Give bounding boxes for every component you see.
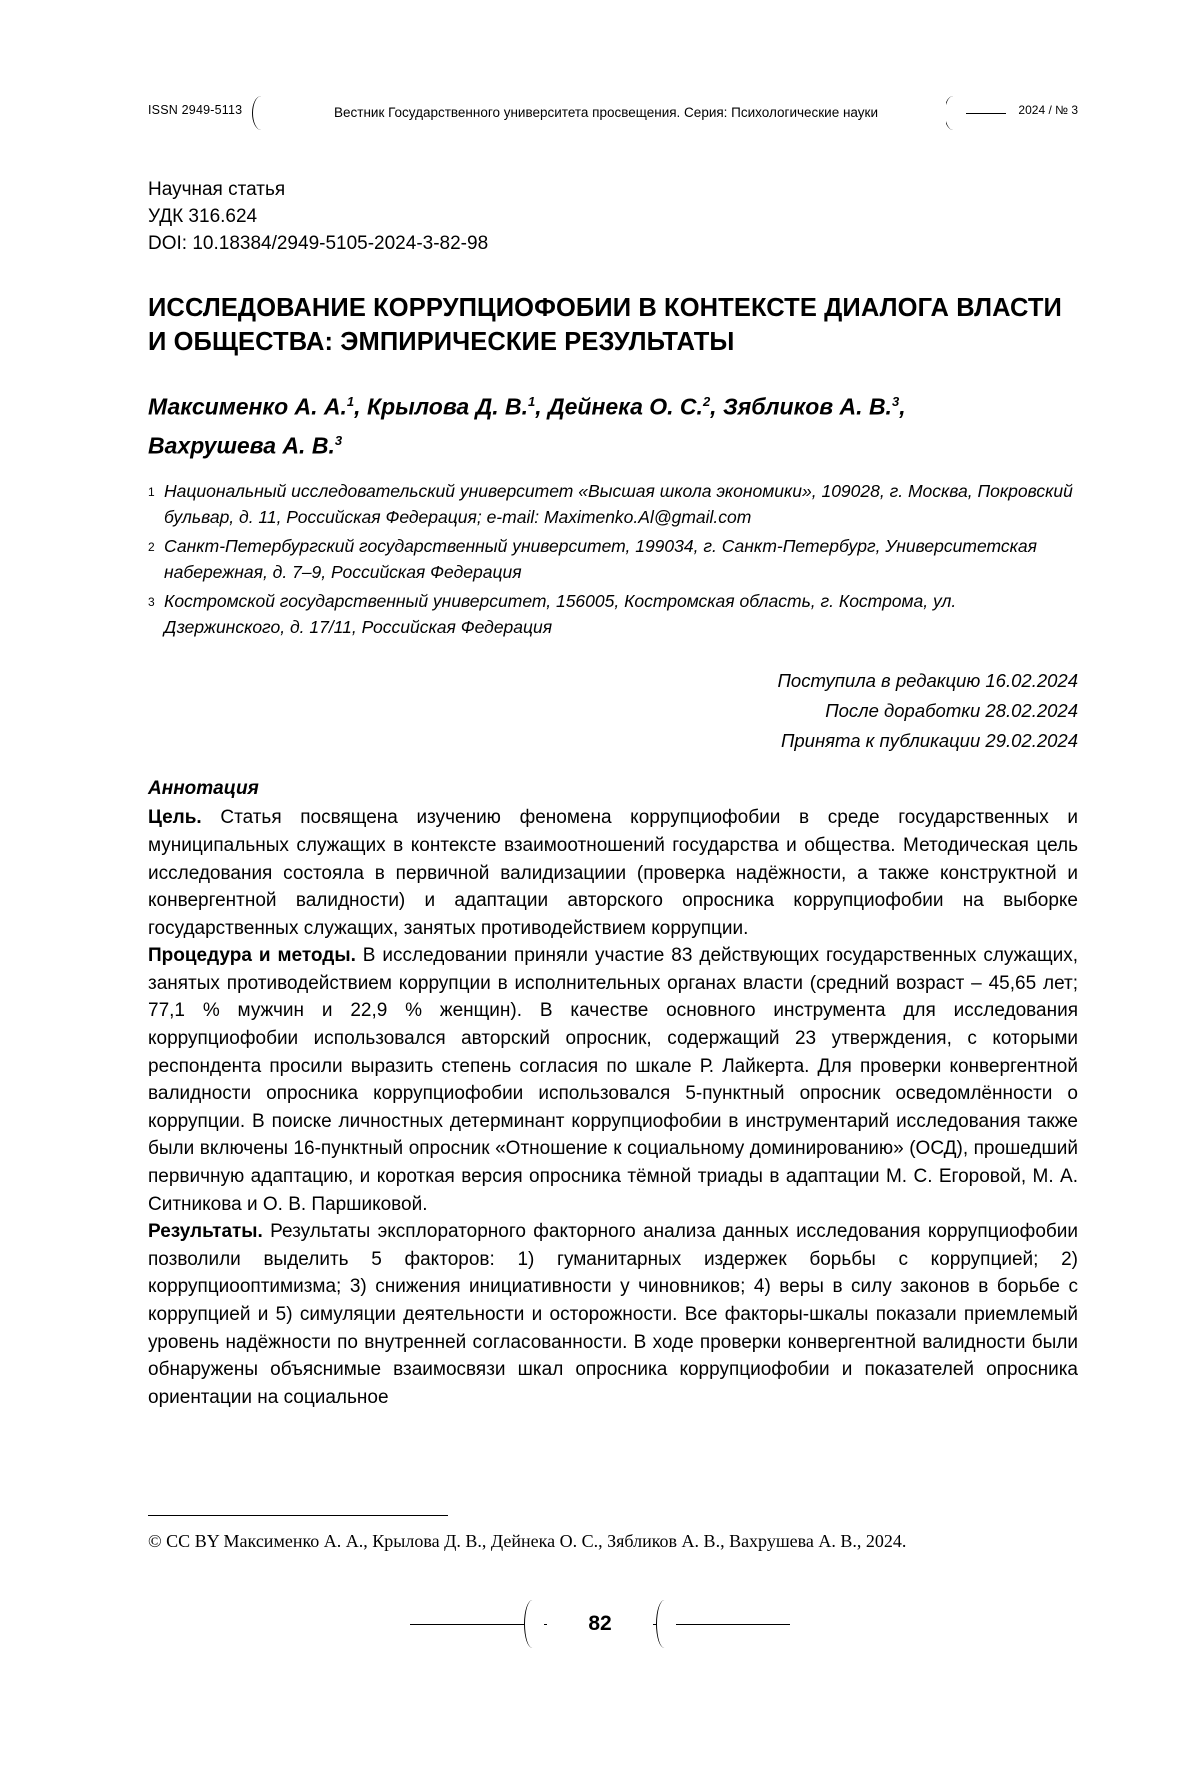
journal-title: [266, 96, 946, 130]
copyright-notice: © CC BY Максименко А. А., Крылова Д. В., Дейнека О. С., Зябликов А. В., Вахрушева А. В., 2024.: [148, 1531, 907, 1551]
page-content: [148, 0, 1078, 1411]
running-head-curve-right: [944, 96, 966, 130]
abstract-label-methods: Процедура и методы.: [148, 945, 356, 967]
page-number-curve-left: [524, 1600, 544, 1648]
affiliation-text: Санкт-Петербургский государственный университет, 199034, г. Санкт-Петербург, Университетская набережная, д. 7–9, Российская Федерация: [164, 536, 1037, 583]
affiliation-item: [148, 588, 1078, 640]
abstract-paragraph-results: [148, 1218, 1078, 1411]
abstract-text-methods: В исследовании приняли участие 83 действующих государственных служащих, занятых противодействием коррупции в исполнительных органах власти (средний возраст – 45,65 лет; 77,1 % мужчин и 22,9 % женщин). В качестве основного инструмента для исследования коррупциофобии использовался авторский опросник, содержащий 23 утверждения, с которыми респондента просили выразить степень согласия по шкале Р. Лайкерта. Для проверки конвергентной валидности опросника коррупциофобии использовался 5-пунктный опросник осведомлённости о коррупции. В поиске личностных детерминант коррупциофобии в инструментарий исследования также были включены 16-пунктный опросник «Отношение к социальному доминированию» (ОСД), прошедший первичную адаптацию, и короткая версия опросника тёмной триады в адаптации М. С. Егоровой, М. А. Ситникова и О. В. Паршиковой.: [148, 945, 1078, 1215]
author-name: Крылова Д. В.: [366, 393, 528, 420]
abstract-paragraph-methods: [148, 942, 1078, 1218]
issn-label: ISSN 2949-5113: [148, 103, 252, 117]
affiliation-text: Национальный исследовательский университет «Высшая школа экономики», 109028, г. Москва, Покровский бульвар, д. 11, Российская Федерация; e-mail: Maximenko.Al@gmail.com: [164, 481, 1073, 528]
author-name: Зябликов А. В.: [722, 393, 892, 420]
affiliation-number: 3: [148, 595, 155, 610]
article-meta: [148, 176, 1078, 257]
author-list: [148, 385, 1078, 462]
author-affil-marker: 3: [334, 432, 343, 448]
author-affil-marker: 2: [702, 394, 711, 409]
author-line-1: Максименко А. А.$^1$, Крылова Д. В.$^1$, Дейнека О. С.$^2$, Зябликов А. В.$^3$,: [148, 393, 906, 420]
affiliation-number: 2: [148, 540, 155, 555]
journal-title-text: Вестник Государственного университета просвещения. Серия: Психологические науки: [320, 96, 892, 130]
affiliation-item: [148, 478, 1078, 530]
date-received: Поступила в редакцию 16.02.2024: [777, 670, 1078, 692]
affiliation-list: [148, 478, 1078, 640]
submission-dates: [148, 666, 1078, 756]
issue-label: 2024 / № 3: [1006, 103, 1078, 117]
footnote-rule: [148, 1515, 448, 1516]
page-number-block: [0, 1600, 1200, 1650]
author-affil-marker: 3: [891, 394, 900, 409]
date-accepted: Принята к публикации 29.02.2024: [780, 730, 1078, 752]
author-name: Максименко А. А.: [148, 393, 347, 420]
author-line-2: [148, 424, 1078, 463]
author-affil-marker: 1: [527, 394, 536, 409]
abstract-text-purpose: Статья посвящена изучению феномена коррупциофобии в среде государственных и муниципальных служащих в контексте взаимоотношений государства и общества. Методическая цель исследования состояла в первичной валидизациии (проверка надёжности, а также конструктной и конвергентной валидности) и адаптации авторского опросника коррупциофобии на выборке государственных служащих, занятых противодействием коррупции.: [148, 807, 1078, 939]
abstract-label-results: Результаты.: [148, 1221, 263, 1243]
abstract-text-results: Результаты эксплораторного факторного анализа данных исследования коррупциофобии позволили выделить 5 факторов: 1) гуманитарных издержек борьбы с коррупцией; 2) коррупциооптимизма; 3) снижения инициативности у чиновников; 4) веры в силу законов в борьбе с коррупцией и 5) симуляции деятельности и осторожности. Все факторы-шкалы показали приемлемый уровень надёжности по внутренней согласованности. В ходе проверки конвергентной валидности были обнаружены объяснимые взаимосвязи шкал опросника коррупциофобии и показателей опросника ориентации на социальное: [148, 1221, 1078, 1408]
abstract-label-purpose: Цель.: [148, 807, 202, 829]
article-type: Научная статья: [148, 179, 286, 200]
page-number-curve-right: [656, 1600, 676, 1648]
date-revised: После доработки 28.02.2024: [825, 700, 1078, 722]
author-name: Вахрушева А. В.: [148, 432, 335, 459]
affiliation-text: Костромской государственный университет, 156005, Костромская область, г. Кострома, ул. Дзержинского, д. 17/11, Российская Федерация: [164, 591, 957, 638]
page-number: 82: [547, 1600, 653, 1648]
abstract-paragraph-purpose: [148, 804, 1078, 942]
udk-code: УДК 316.624: [148, 206, 258, 227]
affiliation-item: [148, 533, 1078, 585]
author-name: Дейнека О. С.: [548, 393, 703, 420]
page-title: ИССЛЕДОВАНИЕ КОРРУПЦИОФОБИИ В КОНТЕКСТЕ ДИАЛОГА ВЛАСТИ И ОБЩЕСТВА: ЭМПИРИЧЕСКИЕ РЕЗУЛЬТАТЫ: [148, 294, 1062, 356]
running-head: [148, 96, 1078, 130]
abstract-heading: Аннотация: [148, 778, 259, 800]
affiliation-number: 1: [148, 485, 155, 500]
abstract-body: [148, 804, 1078, 1411]
author-affil-marker: 1: [346, 394, 355, 409]
doi-code: DOI: 10.18384/2949-5105-2024-3-82-98: [148, 233, 489, 254]
